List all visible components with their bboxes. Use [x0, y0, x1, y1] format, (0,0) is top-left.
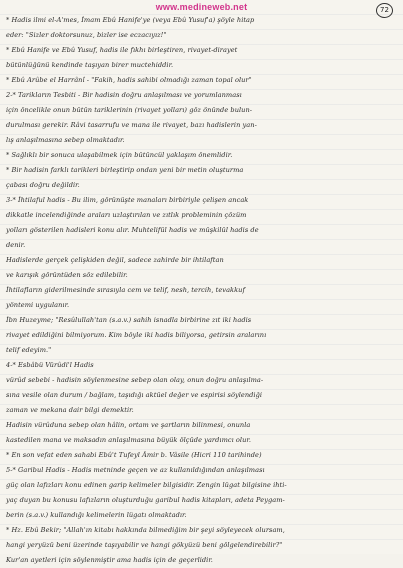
note-line — [6, 163, 398, 178]
note-line — [6, 238, 398, 253]
note-line — [6, 283, 398, 298]
note-line — [6, 373, 398, 388]
note-line-text: yaç duyan bu konusu lafızların oluşturduğu garibul hadis kitapları, adeta Peygam- — [6, 496, 285, 504]
note-line-text: hangi yeryüzü beni üzerinde taşıyabilir ve hangi gökyüzü beni gölgelendirebilir?" — [6, 541, 283, 549]
handwritten-notes — [6, 13, 398, 568]
note-line-text: 3-* İhtilaful hadis - Bu ilim, görünüşte manaları birbiriyle çelişen ancak — [6, 196, 249, 204]
note-line — [6, 208, 398, 223]
note-line — [6, 73, 398, 88]
note-line — [6, 388, 398, 403]
note-line-text: 5-* Garibul Hadis - Hadis metninde geçen ve az kullanıldığından anlaşılması — [6, 466, 265, 474]
note-line-text: dikkatle incelendiğinde araları uzlaştırılan ve zıtlık probleminin çözüm — [6, 211, 247, 219]
note-line — [6, 433, 398, 448]
note-line-text: ve karışık görüntüden söz edilebilir. — [6, 271, 128, 279]
note-line-text: Hadisin vürûduna sebep olan hâlin, ortam ve şartların bilinmesi, onunla — [6, 421, 251, 429]
note-line-text: * En son vefat eden sahabi Ebû't Tufeyl Âmir b. Vâsile (Hicri 110 tarihinde) — [6, 451, 262, 459]
note-line-text: kastedilen mana ve maksadın anlaşılmasına büyük ölçüde yardımcı olur. — [6, 436, 252, 444]
note-line-text: güç olan lafızları konu edinen garip kelimeler bilgisidir. Zengin lügat bilgisine ihti- — [6, 481, 287, 489]
note-line — [6, 193, 398, 208]
note-line — [6, 133, 398, 148]
note-line — [6, 493, 398, 508]
note-line-text: * Ebû Arûbe el Harrânî - "Fakih, hadis sahibi olmadığı zaman topal olur" — [6, 76, 252, 84]
note-line-text: * Hz. Ebû Bekir; "Allah'ın kitabı hakkında bilmediğim bir şeyi söyleyecek olursam, — [6, 526, 285, 534]
note-line — [6, 523, 398, 538]
note-line — [6, 253, 398, 268]
note-line-text: * Ebû Hanife ve Ebû Yusuf, hadis ile fıkhı birleştiren, rivayet-dirayet — [6, 46, 238, 54]
note-line-text: 2-* Tarikların Tesbiti - Bir hadisin doğru anlaşılması ve yorumlanması — [6, 91, 242, 99]
note-line-text: zaman ve mekana dair bilgi demektir. — [6, 406, 134, 414]
note-line-text: Kur'an ayetleri için söylenmiştir ama hadis için de geçerlidir. — [6, 556, 213, 564]
note-line-text: denir. — [6, 241, 26, 249]
note-line-text: rivayet edildiğini bilmiyorum. Kim böyle iki hadis biliyorsa, getirsin aralarını — [6, 331, 267, 339]
note-line — [6, 298, 398, 313]
note-line-text: bütünlüğünü kendinde taşıyan birer muctehiddir. — [6, 61, 174, 69]
note-line-text: lış anlaşılmasına sebep olmaktadır. — [6, 136, 125, 144]
note-line — [6, 268, 398, 283]
note-line — [6, 148, 398, 163]
note-line-text: sına vesile olan durum / bağlam, taşıdığı aktüel değer ve espirisi söylendiği — [6, 391, 263, 399]
note-line-text: Hadislerde gerçek çelişkiden değil, sadece zahirde bir ihtilaftan — [6, 256, 224, 264]
note-line — [6, 478, 398, 493]
note-line-text: * Hadis ilmi el-A'mes, İmam Ebû Hanife'ye (veya Ebû Yusuf'a) şöyle hitap — [6, 16, 255, 24]
note-line-text: durulması gerekir. Râvi tasarrufu ve mana ile rivayet, bazı hadislerin yan- — [6, 121, 257, 129]
note-line — [6, 28, 398, 43]
note-line-text: berin (s.a.v.) kullandığı kelimelerin lügatı olmaktadır. — [6, 511, 187, 519]
note-line — [6, 508, 398, 523]
note-line — [6, 58, 398, 73]
watermark: www.medineweb.net — [155, 2, 248, 12]
note-line-text: * Sağlıklı bir sonuca ulaşabilmek için bütüncül yaklaşım önemlidir. — [6, 151, 233, 159]
note-line-text: yolları gösterilen hadisleri konu alır. Muhtelifül hadis ve müşkilül hadis de — [6, 226, 259, 234]
note-line-text: İhtilafların giderilmesinde sırasıyla cem ve telif, nesh, tercih, tevakkuf — [6, 286, 245, 294]
note-line — [6, 553, 398, 568]
note-line — [6, 343, 398, 358]
note-line — [6, 13, 398, 28]
note-line — [6, 88, 398, 103]
note-line — [6, 328, 398, 343]
note-line-text: İbn Huzeyme; "Resûlullah'tan (s.a.v.) sahih isnadla birbirine zıt iki hadis — [6, 316, 252, 324]
note-line-text: eder: "Sizler doktorsunuz, bizler ise eczacıyız!" — [6, 31, 167, 39]
note-line — [6, 538, 398, 553]
note-line — [6, 223, 398, 238]
note-line — [6, 118, 398, 133]
note-line — [6, 178, 398, 193]
note-line-text: 4-* Esbâbü Vürûdi'l Hadis — [6, 361, 94, 369]
note-line-text: yöntemi uygulanır. — [6, 301, 70, 309]
note-line — [6, 103, 398, 118]
note-line — [6, 418, 398, 433]
note-line — [6, 463, 398, 478]
page-number: 72 — [376, 3, 393, 18]
note-line — [6, 358, 398, 373]
note-line-text: * Bir hadisin farklı tarikleri birleştirip ondan yeni bir metin oluşturma — [6, 166, 244, 174]
note-line — [6, 448, 398, 463]
note-line-text: telif edeyim." — [6, 346, 52, 354]
note-line-text: vürûd sebebi - hadisin söylenmesine sebep olan olay, onun doğru anlaşılma- — [6, 376, 264, 384]
note-line-text: çabası doğru değildir. — [6, 181, 80, 189]
note-line — [6, 313, 398, 328]
note-line — [6, 43, 398, 58]
note-line-text: için öncelikle onun bütün tariklerinin (rivayet yolları) göz önünde bulun- — [6, 106, 253, 114]
note-line — [6, 403, 398, 418]
